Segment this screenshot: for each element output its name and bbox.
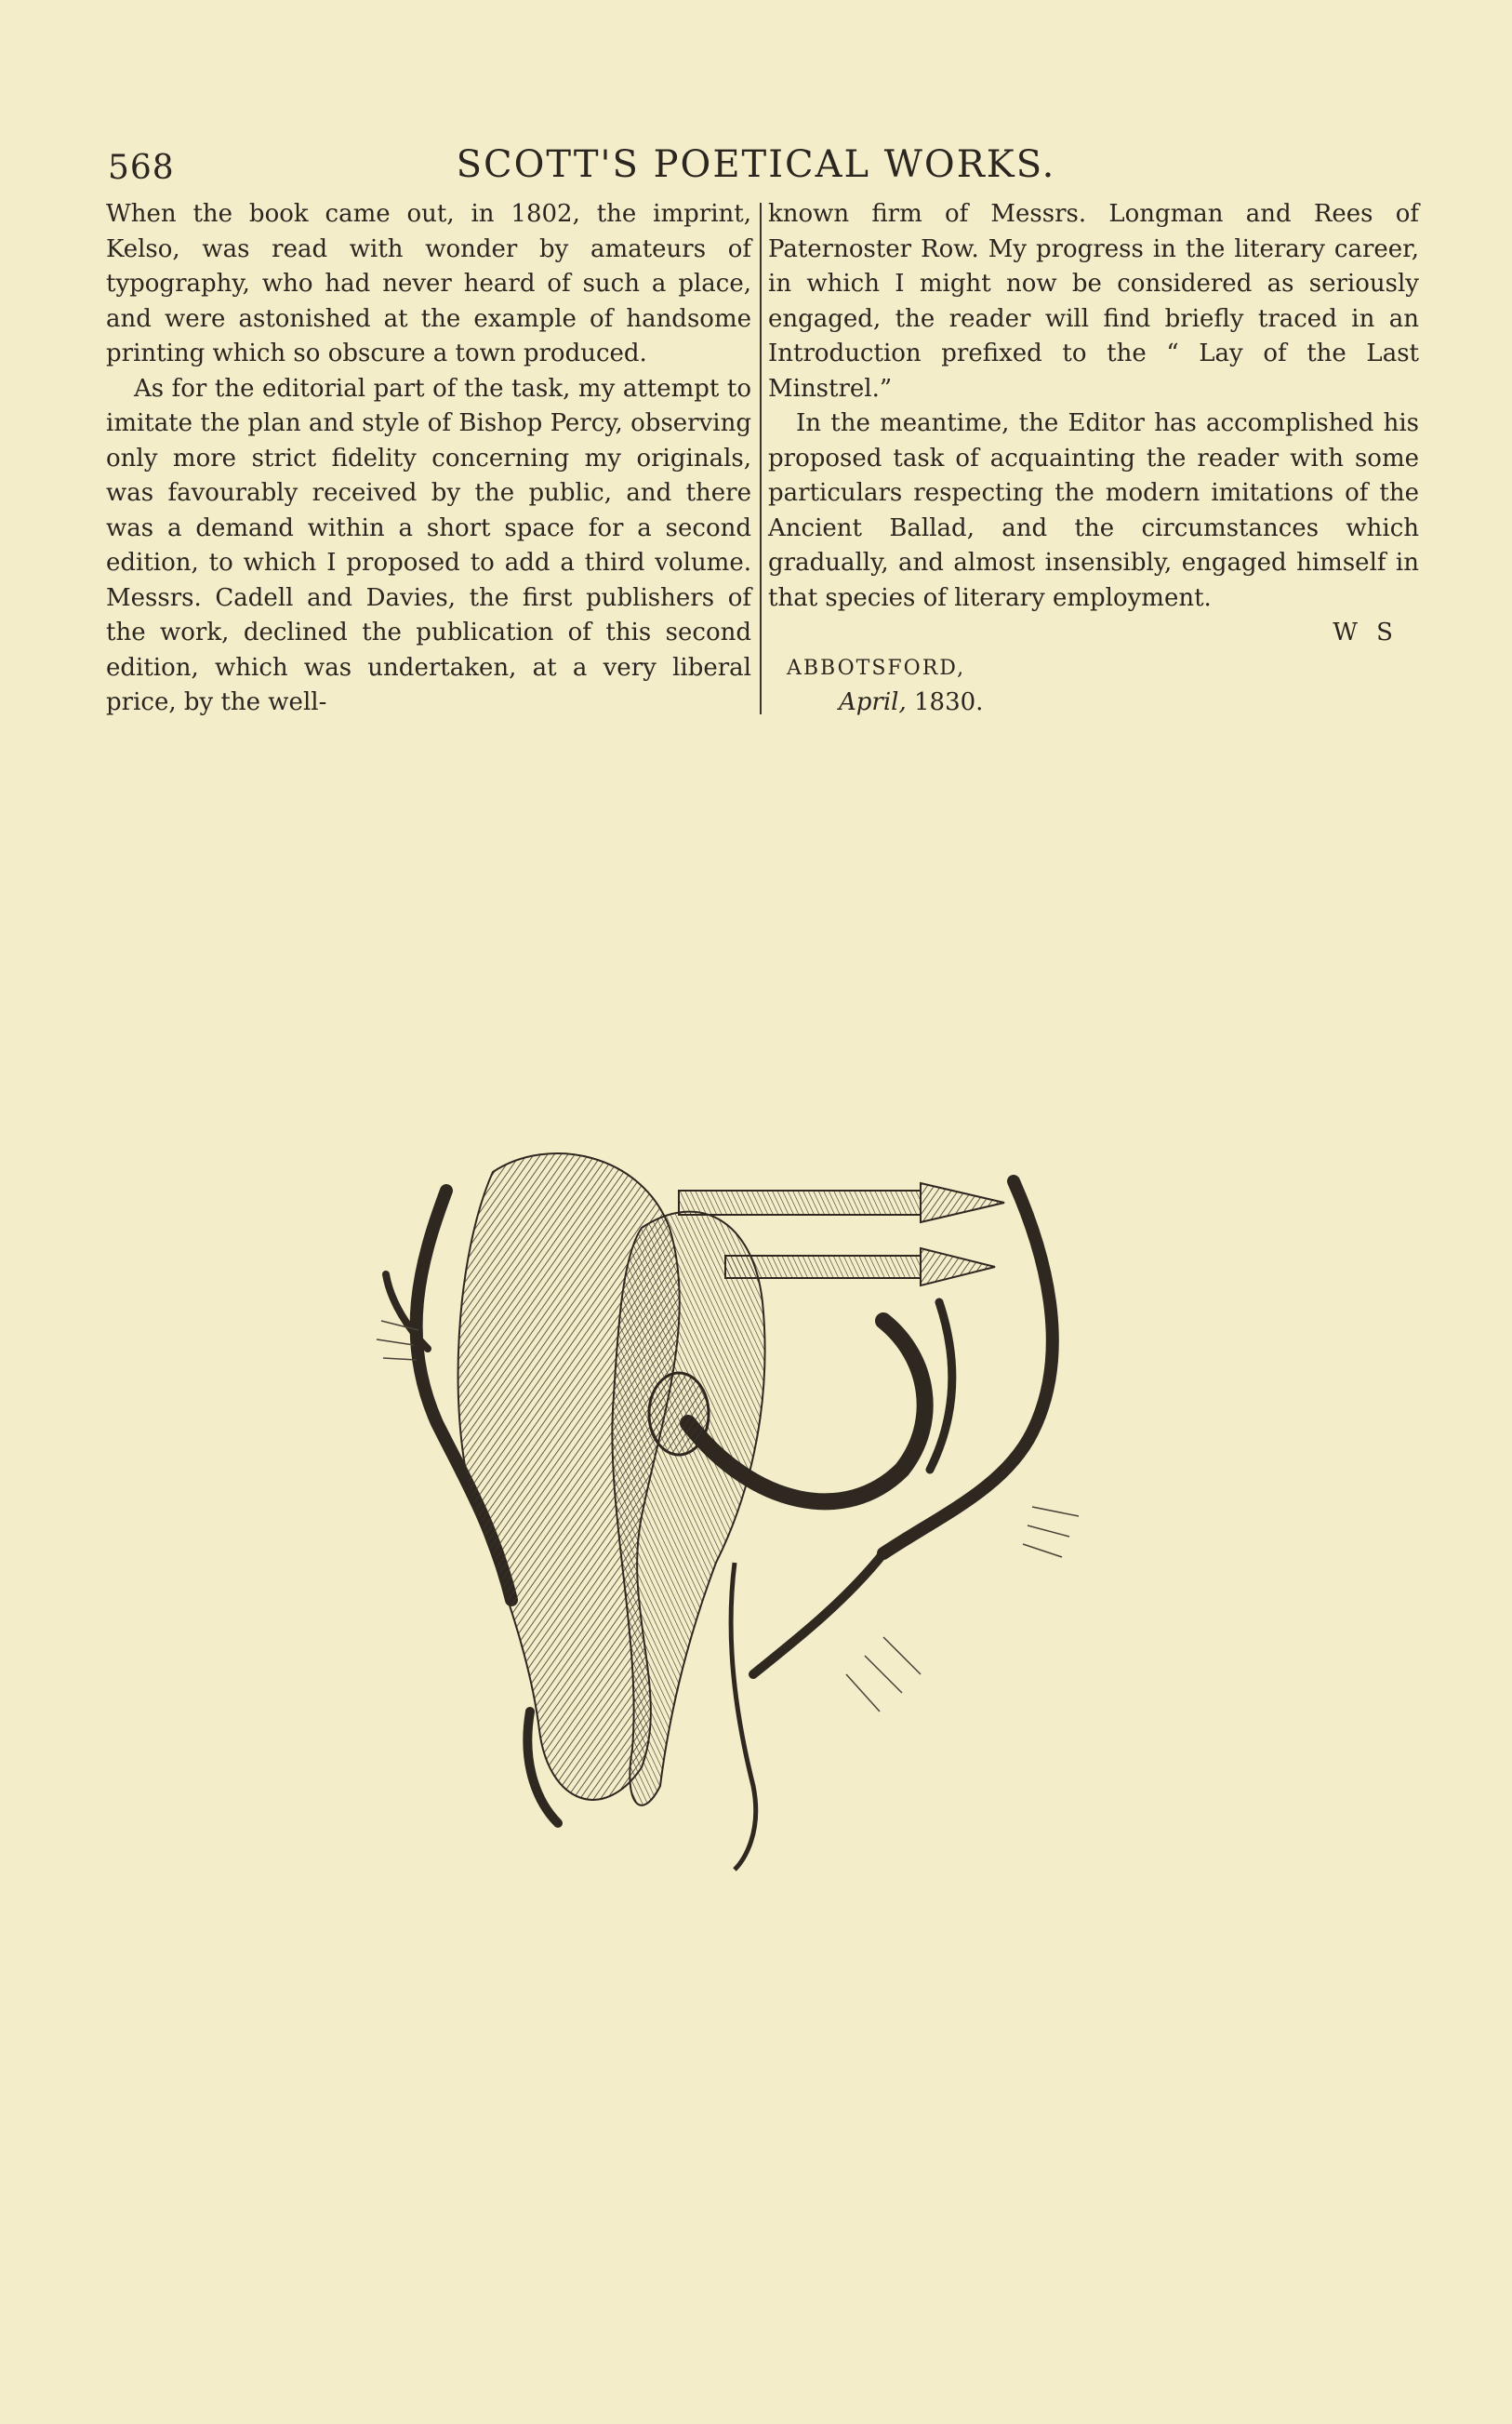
date-year: 1830.: [914, 688, 984, 716]
left-column: [106, 197, 751, 721]
left-paragraph-1: When the book came out, in 1802, the imprint, Kelso, was read with wonder by amateurs of typography, who had never heard of such a place, and were astonished at the example of handsome printing which so obscure a town produced.: [106, 200, 751, 367]
game-bag: [612, 1212, 764, 1805]
signature: W S: [1333, 619, 1399, 646]
left-paragraph-2: As for the editorial part of the task, my attempt to imitate the plan and style of Bishop Percy, observing only more strict fidelity concerning my originals, was favourably received by the public, and there was a demand within a short space for a second edition, to which I proposed to add a third volume. Messrs. Cadell and Davies, the first publishers of the work, declined the publication of this second edition, which was undertaken, at a very liberal price, by the well-: [106, 374, 751, 716]
page-number: 568: [108, 149, 175, 187]
page-title: SCOTT'S POETICAL WORKS.: [456, 143, 1056, 186]
vignette-illustration: [363, 1116, 1181, 1879]
date-month: April,: [839, 688, 907, 716]
date-line: [768, 686, 1419, 721]
right-antler: [883, 1181, 1053, 1553]
right-paragraph-1: known firm of Messrs. Longman and Rees of Paternoster Row. My progress in the literary career, in which I might now be considered as seriously engaged, the reader will find briefly traced in an Introduction prefixed to the “ Lay of the Last Minstrel.”: [768, 200, 1419, 403]
right-column: [768, 197, 1419, 721]
strap: [731, 1563, 756, 1870]
horn-bell: [649, 1373, 709, 1455]
right-paragraph-2: In the meantime, the Editor has accomplished his proposed task of acquainting the reader with some particulars respecting the modern imitations of the Ancient Ballad, and the circumstances which gradually, and almost insensibly, engaged himself in that species of literary employment.: [768, 409, 1419, 612]
right-antler-tine: [930, 1302, 952, 1470]
place-line: ABBOTSFORD,: [787, 656, 966, 680]
hunting-trophy-icon: [363, 1116, 1181, 1883]
column-divider: [760, 203, 762, 714]
